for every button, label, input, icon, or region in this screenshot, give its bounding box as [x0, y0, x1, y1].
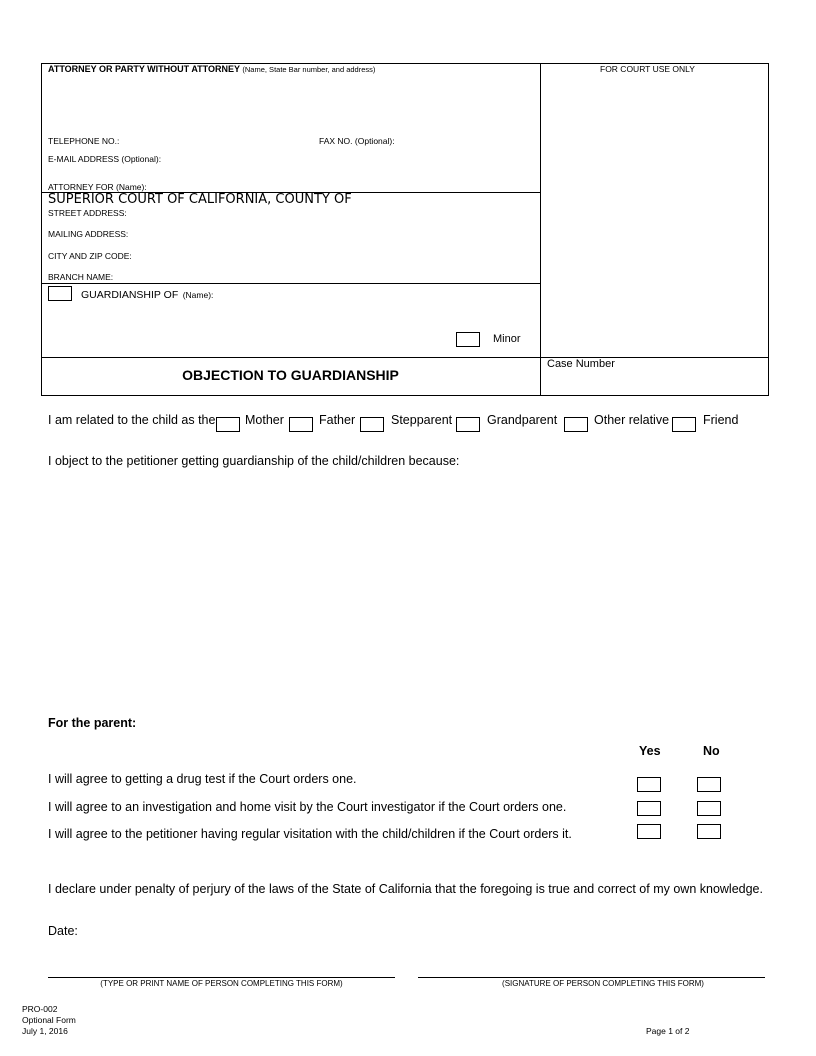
email-label: E-MAIL ADDRESS (Optional): [48, 154, 162, 164]
form-date: July 1, 2016 [22, 1026, 68, 1036]
mother-checkbox[interactable] [216, 417, 240, 432]
page-number: Page 1 of 2 [646, 1026, 690, 1036]
objection-reason-area[interactable] [48, 474, 768, 699]
visitation-yes-checkbox[interactable] [637, 824, 661, 839]
grid-row-divider-guardianship [41, 283, 540, 284]
court-title: SUPERIOR COURT OF CALIFORNIA, COUNTY OF [48, 192, 352, 207]
father-checkbox[interactable] [289, 417, 313, 432]
stepparent-label: Stepparent [391, 413, 453, 427]
question-drug-test: I will agree to getting a drug test if the Court orders one. [48, 772, 357, 786]
drug-test-yes-checkbox[interactable] [637, 777, 661, 792]
question-visitation: I will agree to the petitioner having regular visitation with the child/children if the Court orders it. [48, 827, 572, 841]
stepparent-checkbox[interactable] [360, 417, 384, 432]
city-zip-label: CITY AND ZIP CODE: [48, 251, 132, 261]
grid-row-divider-title [41, 357, 769, 358]
friend-checkbox[interactable] [672, 417, 696, 432]
mother-label: Mother [245, 413, 284, 427]
yes-column-label: Yes [639, 744, 661, 758]
grid-bottom-border [41, 395, 769, 396]
parent-section-heading: For the parent: [48, 716, 137, 730]
investigation-no-checkbox[interactable] [697, 801, 721, 816]
street-address-label: STREET ADDRESS: [48, 208, 127, 218]
drug-test-no-checkbox[interactable] [697, 777, 721, 792]
visitation-no-checkbox[interactable] [697, 824, 721, 839]
other-relative-checkbox[interactable] [564, 417, 588, 432]
relation-prompt: I am related to the child as the [48, 413, 216, 427]
guardianship-checkbox[interactable] [48, 286, 72, 301]
printed-name-caption: (TYPE OR PRINT NAME OF PERSON COMPLETING THIS FORM) [100, 979, 343, 988]
friend-label: Friend [703, 413, 739, 427]
other-relative-label: Other relative [594, 413, 670, 427]
mailing-address-label: MAILING ADDRESS: [48, 229, 129, 239]
objection-prompt: I object to the petitioner getting guardianship of the child/children because: [48, 454, 460, 468]
attorney-for-label: ATTORNEY FOR (Name): [48, 182, 147, 192]
telephone-label: TELEPHONE NO.: [48, 136, 120, 146]
question-investigation: I will agree to an investigation and home visit by the Court investigator if the Court orders one. [48, 800, 567, 814]
investigation-yes-checkbox[interactable] [637, 801, 661, 816]
grid-left-border [41, 63, 42, 395]
grandparent-checkbox[interactable] [456, 417, 480, 432]
minor-label: Minor [493, 333, 521, 345]
signature-caption: (SIGNATURE OF PERSON COMPLETING THIS FORM) [502, 979, 704, 988]
grid-right-border [768, 63, 769, 395]
attorney-label: ATTORNEY OR PARTY WITHOUT ATTORNEY (Name, State Bar number, and address) [48, 64, 376, 74]
father-label: Father [319, 413, 356, 427]
perjury-declaration: I declare under penalty of perjury of the laws of the State of California that the foregoing is true and correct of my own knowledge. [48, 882, 763, 896]
grandparent-label: Grandparent [487, 413, 558, 427]
no-column-label: No [703, 744, 720, 758]
grid-column-divider [540, 63, 541, 395]
form-type: Optional Form [22, 1015, 76, 1025]
date-label: Date: [48, 924, 78, 938]
signature-line[interactable] [418, 977, 765, 978]
form-info [22, 1004, 76, 1037]
case-number-label: Case Number [547, 358, 615, 370]
branch-name-label: BRANCH NAME: [48, 272, 114, 282]
court-use-label: FOR COURT USE ONLY [600, 64, 695, 74]
form-code: PRO-002 [22, 1004, 58, 1014]
fax-label: FAX NO. (Optional): [319, 136, 395, 146]
printed-name-line[interactable] [48, 977, 395, 978]
minor-checkbox[interactable] [456, 332, 480, 347]
form-title: OBJECTION TO GUARDIANSHIP [182, 367, 399, 383]
guardianship-label: GUARDIANSHIP OF (Name): [81, 289, 214, 301]
